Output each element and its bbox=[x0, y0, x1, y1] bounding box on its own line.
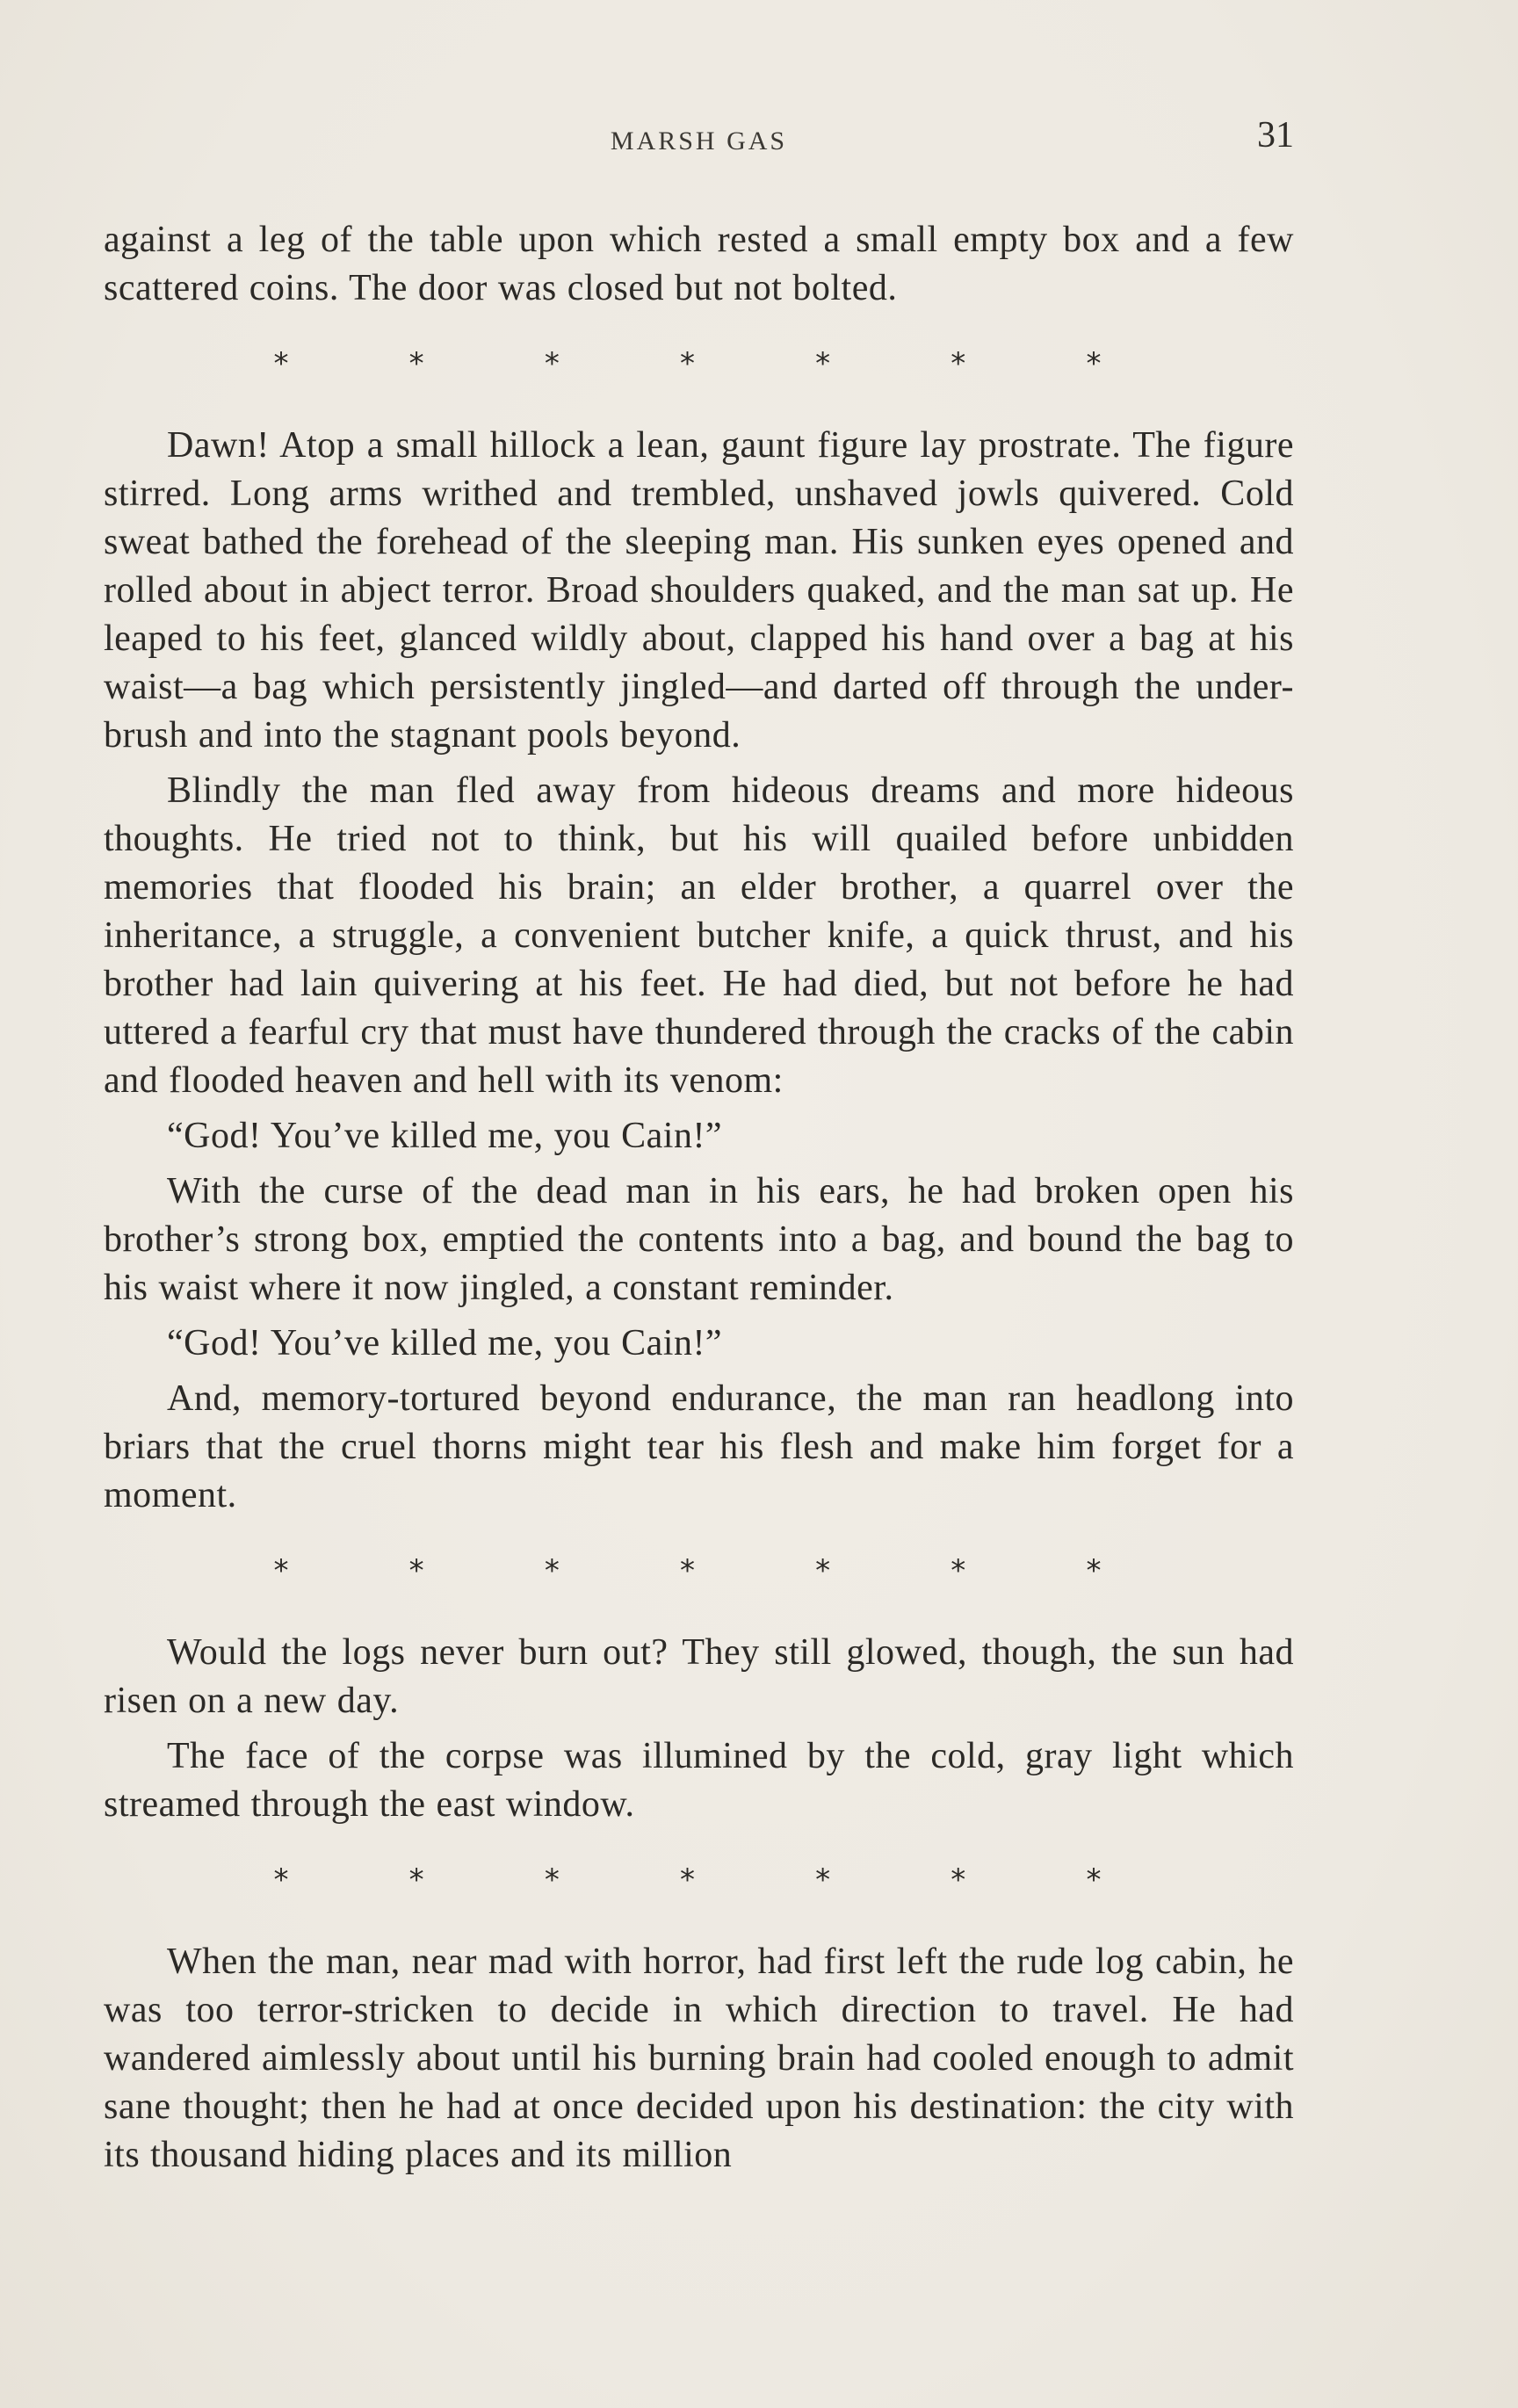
section-break bbox=[268, 337, 1107, 390]
asterisk: * bbox=[679, 1553, 695, 1588]
running-head: MARSH GAS bbox=[610, 127, 788, 155]
asterisk: * bbox=[951, 346, 966, 381]
asterisk: * bbox=[408, 1862, 424, 1898]
paragraph: Dawn! Atop a small hillock a lean, gaunt figure lay prostrate. The figure stirred. Long arms writhed and trembled, unshaved jowls quivered. Cold sweat bathed the forehead of the sleeping man. His sunken eyes opened and rolled about in abject terror. Broad shoulders quaked, and the man sat up. He leaped to his feet, glanced wildly about, clapped his hand over a bag at his waist—a bag which persistently jingled—and darted off through the under-brush and into the stagnant pools beyond. bbox=[104, 425, 1294, 756]
quote-line: “God! You’ve killed me, you Cain!” bbox=[167, 1116, 723, 1156]
asterisk: * bbox=[544, 1553, 560, 1588]
asterisk: * bbox=[273, 346, 289, 381]
asterisk: * bbox=[815, 346, 831, 381]
section-break bbox=[268, 1544, 1107, 1597]
asterisk: * bbox=[815, 1553, 831, 1588]
asterisk: * bbox=[544, 346, 560, 381]
paragraph: against a leg of the table upon which rested a small empty box and a few scattered coins. The door was closed but not bolted. bbox=[104, 220, 1294, 308]
asterisk: * bbox=[408, 1553, 424, 1588]
asterisk: * bbox=[1086, 1553, 1102, 1588]
paragraph: Blindly the man fled away from hideous dreams and more hideous thoughts. He tried not to think, but his will quailed before unbidden memories that flooded his brain; an elder brother, a quarrel over the inheritance, a struggle, a convenient butcher knife, a quick thrust, and his brother had lain quivering at his feet. He had died, but not before he had uttered a fearful cry that must have thundered through the cracks of the cabin and flooded heaven and hell with its venom: bbox=[104, 770, 1294, 1101]
paragraph: When the man, near mad with horror, had first left the rude log cabin, he was too terror-stricken to decide in which direction to travel. He had wandered aimlessly about until his burning brain had cooled enough to admit sane thought; then he had at once decided upon his destination: the city with its thousand hiding places and its million bbox=[104, 1942, 1294, 2175]
asterisk: * bbox=[951, 1862, 966, 1898]
asterisk: * bbox=[1086, 1862, 1102, 1898]
paragraph: The face of the corpse was illumined by the cold, gray light which streamed through the east window. bbox=[104, 1736, 1294, 1825]
paragraph: With the curse of the dead man in his ears, he had broken open his brother’s strong box, emptied the contents into a bag, and bound the bag to his waist where it now jingled, a constant reminder. bbox=[104, 1171, 1294, 1308]
asterisk: * bbox=[679, 346, 695, 381]
asterisk: * bbox=[408, 346, 424, 381]
paragraph: And, memory-tortured beyond endurance, the man ran headlong into briars that the cruel thorns might tear his flesh and make him forget for a moment. bbox=[104, 1378, 1294, 1515]
quote-line: “God! You’ve killed me, you Cain!” bbox=[167, 1323, 723, 1363]
paragraph: Would the logs never burn out? They still glowed, though, the sun had risen on a new day. bbox=[104, 1632, 1294, 1721]
body-text bbox=[104, 216, 1294, 2187]
asterisk: * bbox=[1086, 346, 1102, 381]
asterisk: * bbox=[273, 1862, 289, 1898]
asterisk: * bbox=[544, 1862, 560, 1898]
asterisk: * bbox=[951, 1553, 966, 1588]
page-number: 31 bbox=[1257, 115, 1294, 155]
section-break bbox=[268, 1854, 1107, 1906]
asterisk: * bbox=[273, 1553, 289, 1588]
asterisk: * bbox=[679, 1862, 695, 1898]
page-header bbox=[104, 114, 1294, 167]
asterisk: * bbox=[815, 1862, 831, 1898]
